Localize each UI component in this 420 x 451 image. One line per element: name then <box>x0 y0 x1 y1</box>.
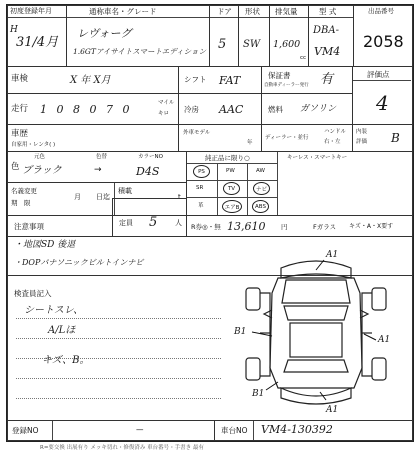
scratch-label: キズ・A・X要す <box>349 223 394 230</box>
model-code-2: VM4 <box>314 45 341 58</box>
capacity-unit: t <box>178 193 181 201</box>
inspector-line-3: キズ、B。 <box>42 355 90 366</box>
damage-b1-left: B1 <box>234 327 247 337</box>
damage-a1-top: A1 <box>326 250 339 260</box>
fuel-value: ガソリン <box>300 104 337 114</box>
doors-cell <box>209 5 239 67</box>
inspector-label: 検査員記入 <box>14 289 52 298</box>
interior-label: 内装 <box>356 129 368 135</box>
chassis-label: 車台NO <box>221 426 248 435</box>
glass-label: Fガラス <box>313 223 337 231</box>
damage-a1-right: A1 <box>378 335 391 345</box>
shift-value: FAT <box>219 74 241 87</box>
warranty-value: 有 <box>320 72 334 87</box>
options-cell <box>186 151 413 216</box>
seats-value: 5 <box>149 215 158 230</box>
model-code-label: 型 式 <box>319 7 337 16</box>
parts-label: 純正品に限り○ <box>205 154 250 162</box>
fuel-cell <box>261 93 353 125</box>
first-reg-value: 31/4月 <box>16 35 59 50</box>
color-value: ブラック <box>22 165 62 176</box>
reg-no-dash: — <box>136 425 144 434</box>
first-reg-label: 初度登録年月 <box>10 7 52 15</box>
displacement-value: 1,600 <box>273 39 301 50</box>
lot-number: 2058 <box>363 32 404 51</box>
recycle-yen: 円 <box>281 223 288 231</box>
first-reg-cell <box>7 5 67 67</box>
name-change-month: 月 <box>74 193 81 201</box>
color-orig-label: 元色 <box>34 154 46 160</box>
seats-label: 定員 <box>119 219 133 227</box>
mileage-unit-km: キロ <box>158 111 170 117</box>
option-nav: ナビ <box>253 182 270 195</box>
interior-cell <box>352 124 413 152</box>
displacement-unit: cc <box>300 55 307 61</box>
shape-value: SW <box>243 39 261 50</box>
shaken-value: X 年 X月 <box>70 75 111 86</box>
option-tv: TV <box>223 182 240 195</box>
shift-cell <box>178 66 262 94</box>
recycle-label: R券◎・無 <box>191 223 221 231</box>
lot-cell <box>353 5 413 67</box>
name-change-day: 日迄 <box>96 193 110 201</box>
inspector-line-2: A/Lほ <box>48 325 76 336</box>
name-change-label-2: 期 限 <box>11 199 31 207</box>
reg-no-cell <box>7 420 215 441</box>
notes-label: 注意事項 <box>14 222 44 231</box>
color-label: 色 <box>11 162 20 172</box>
notes-header-cell <box>7 215 113 237</box>
shape-label: 形状 <box>245 7 260 16</box>
footer-note: R=要交換 出展有り メッキ切れ・修復済み 車台番号・手書き 最有 <box>40 445 204 451</box>
auction-sheet <box>6 4 414 442</box>
handle-value: 右・左 <box>324 139 341 145</box>
mileage-unit-mile: マイル <box>158 100 175 106</box>
handle-label: ハンドル <box>324 129 347 135</box>
model-name: レヴォーグ <box>77 27 132 40</box>
warranty-label: 保証書 <box>268 71 291 80</box>
shift-label: シフト <box>184 75 207 84</box>
first-reg-h: H <box>10 25 18 35</box>
option-abs: ABS <box>252 200 269 213</box>
notes-line-1: ・地図SD 後退 <box>14 240 76 250</box>
inspector-line-1: シートスレ、 <box>24 305 84 316</box>
dealer-label: ディーラー・並行 <box>265 135 309 141</box>
damage-a1-bottom: A1 <box>326 405 339 415</box>
seats-unit: 人 <box>175 219 182 227</box>
car-name-label: 通称車名・グレード <box>89 7 157 16</box>
history-sub: 自家用・レンタ( ) <box>11 142 56 148</box>
grade: 1.6GTアイサイトスマートエディション <box>73 47 206 56</box>
doors-label: ドア <box>217 7 232 16</box>
ac-label: 冷房 <box>184 105 199 114</box>
color-cell <box>7 151 187 183</box>
color-no: D4S <box>136 165 160 178</box>
score-label: 評価点 <box>367 70 390 79</box>
mileage-label: 走行 <box>11 104 29 114</box>
lot-label: 出品番号 <box>368 7 394 15</box>
ac-value: AAC <box>219 103 244 116</box>
shaken-label: 車検 <box>11 74 29 84</box>
recycle-cell <box>186 215 413 237</box>
fuel-label: 燃料 <box>268 105 283 114</box>
shaken-cell <box>7 66 179 94</box>
dealer-cell <box>261 124 353 152</box>
model-code-cell <box>308 5 354 67</box>
option-aw: AW <box>256 168 265 174</box>
color-arrow: → <box>94 165 102 175</box>
doors-value: 5 <box>218 37 227 52</box>
capacity-label: 積載 <box>118 187 132 195</box>
mileage-value: 1 0 8 0 7 0 <box>40 103 133 116</box>
ext-model-label: 外車モデル <box>183 130 211 136</box>
warranty-sub: 自動車ディーラー発行 <box>264 83 309 88</box>
option-airbag: エアB <box>222 200 242 213</box>
option-ps: PS <box>193 165 210 178</box>
color-no-label: カラーNO <box>138 154 163 160</box>
name-change-label-1: 名義変更 <box>11 187 37 195</box>
model-code-1: DBA- <box>313 25 339 36</box>
interior-value: B <box>391 131 400 145</box>
score-cell <box>352 66 413 125</box>
seats-cell <box>112 198 187 237</box>
score-value: 4 <box>376 91 389 115</box>
option-leather: 革 <box>198 203 204 209</box>
shape-cell <box>238 5 270 67</box>
reg-no-label: 登録NO <box>12 426 39 435</box>
notes-line-2: ・DOPパナソニックビルトインナビ <box>14 258 144 267</box>
chassis-cell <box>214 420 413 441</box>
car-name-cell <box>66 5 210 67</box>
history-label: 車歴 <box>11 129 29 139</box>
ac-cell <box>178 93 262 125</box>
option-pw: PW <box>226 168 235 174</box>
interior-label-2: 評価 <box>356 139 368 145</box>
displacement-label: 排気量 <box>275 7 298 16</box>
keyless-label: キーレス・スマートキー <box>287 155 348 161</box>
ext-model-year: 年 <box>247 140 253 146</box>
history-cell <box>7 124 179 152</box>
warranty-cell <box>261 66 353 94</box>
damage-b1-bottom: B1 <box>252 389 265 399</box>
color-change-label: 色替 <box>96 154 108 160</box>
option-sr: SR <box>196 185 204 191</box>
displacement-cell <box>269 5 309 67</box>
ext-model-cell <box>178 124 262 152</box>
chassis-value: VM4-130392 <box>261 423 333 436</box>
recycle-value: 13,610 <box>227 220 266 233</box>
mileage-cell <box>7 93 179 125</box>
